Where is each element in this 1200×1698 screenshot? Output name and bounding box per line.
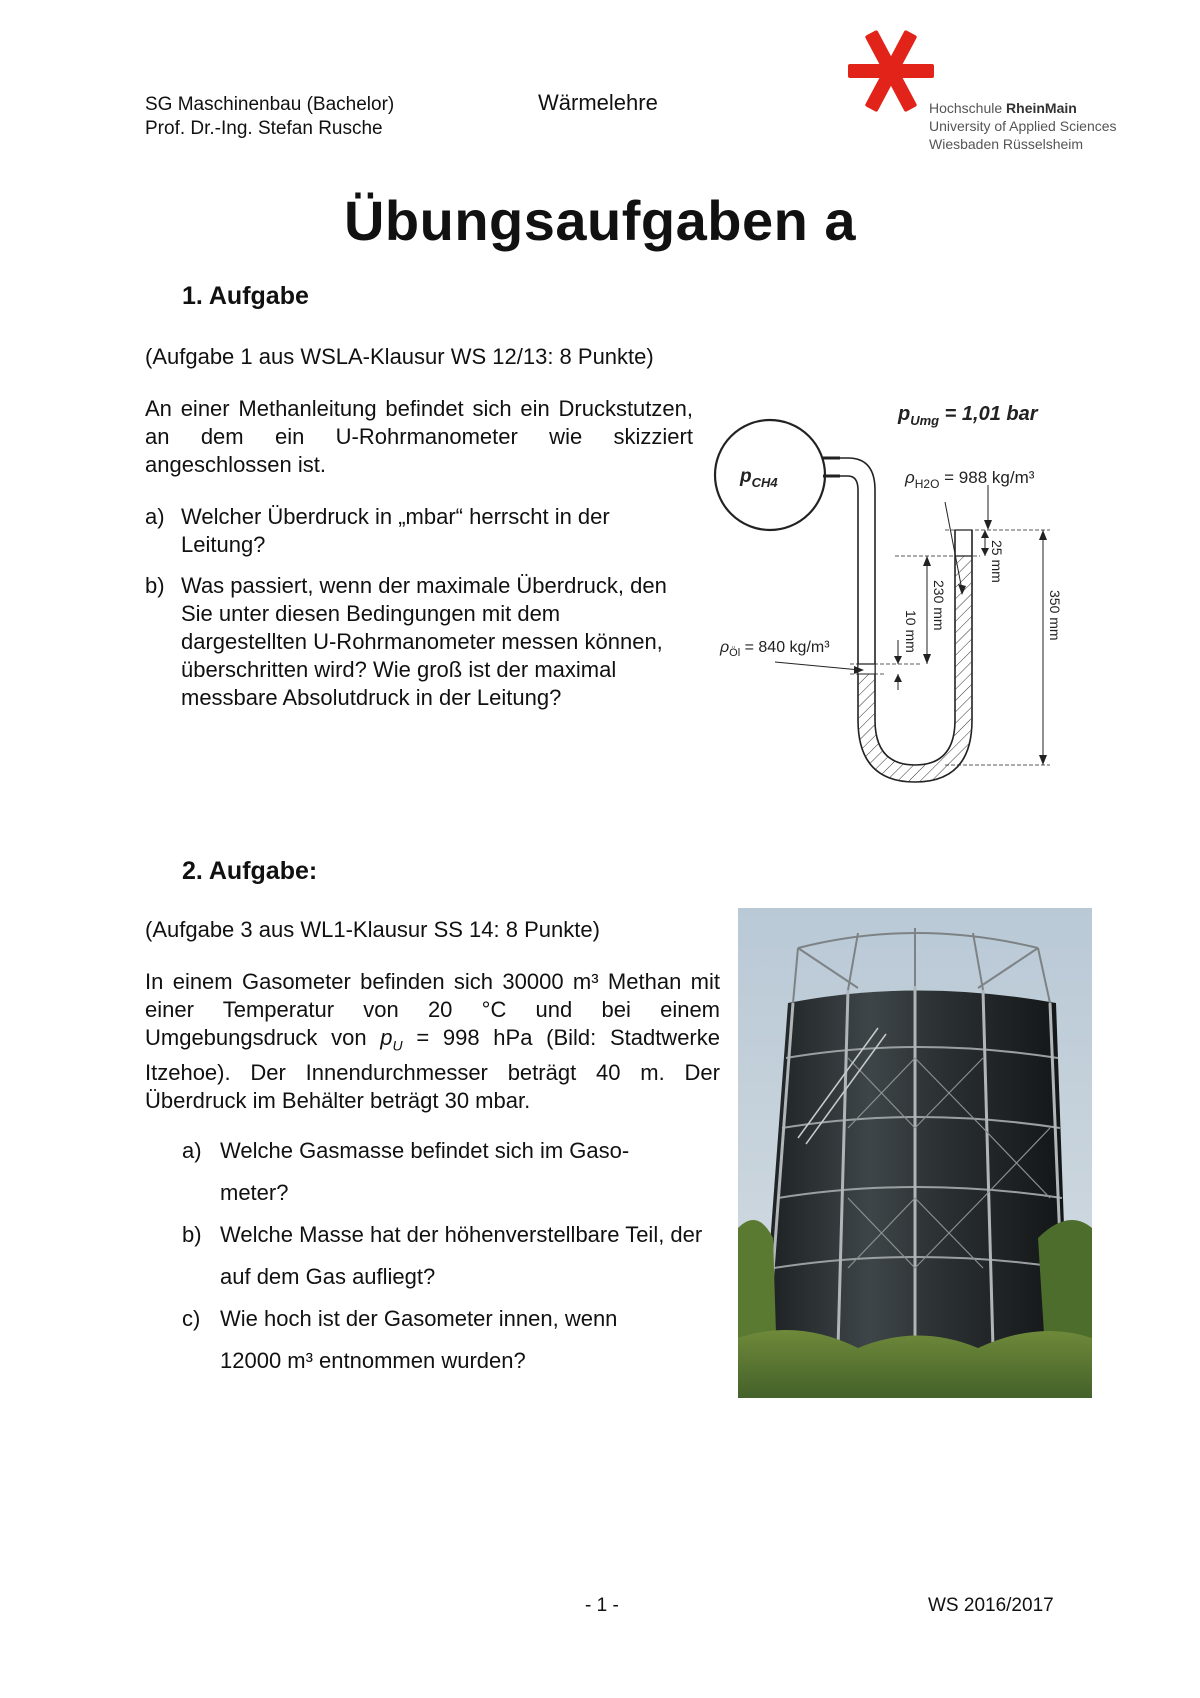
dim-350-label: 350 mm	[1047, 590, 1063, 641]
logo-line3: Wiesbaden Rüsselsheim	[929, 136, 1084, 152]
question-text: Welche Gasmasse befindet sich im Gaso-meter?	[220, 1138, 630, 1205]
intro-part2: = 998 hPa (Bild: Stadtwerke Itzehoe). Der Innendurchmesser beträgt 40 m. Der Überdruck im Behälter beträgt 30 mbar.	[145, 1025, 720, 1114]
task2-intro	[145, 968, 720, 1115]
question-text: Welche Masse hat der höhenverstellbare Teil, der auf dem Gas aufliegt?	[220, 1222, 703, 1289]
page-title: Übungsaufgaben a	[343, 189, 857, 252]
gasometer-illustration	[738, 908, 1092, 1398]
task1-heading: 1. Aufgabe	[182, 282, 309, 310]
question-label: a)	[182, 1138, 202, 1163]
logo-line1-plain: Hochschule	[929, 100, 1007, 116]
gasometer-photo	[738, 908, 1092, 1398]
question-label: b)	[182, 1222, 202, 1247]
task1-source: (Aufgabe 1 aus WSLA-Klausur WS 12/13: 8 Punkte)	[145, 344, 654, 369]
logo-asterisk-icon	[840, 30, 940, 125]
intro-subscript: U	[392, 1037, 403, 1054]
page-number: - 1 -	[585, 1595, 619, 1616]
university-logo	[840, 30, 940, 125]
u-tube-manometer-diagram	[700, 390, 1080, 790]
question-text: Was passiert, wenn der maximale Überdruck, den Sie unter diesen Bedingungen mit dem dargestellten U-Rohrmanometer messen können, überschritten wird? Wie groß ist der maximal messbare Absolutdruck in der Leitung?	[181, 573, 667, 710]
professor-name: Prof. Dr.-Ing. Stefan Rusche	[145, 118, 383, 139]
intro-symbol: p	[380, 1025, 393, 1050]
question-label: a)	[145, 504, 165, 529]
question-text: Welcher Überdruck in „mbar“ herrscht in der Leitung?	[181, 504, 610, 557]
task2-source: (Aufgabe 3 aus WL1-Klausur SS 14: 8 Punkte)	[145, 917, 600, 942]
rho-oel-label: $\rho_{Öl} = 840$ kg/m³	[720, 639, 830, 659]
dim-25-label: 25 mm	[989, 540, 1005, 583]
question-label: c)	[182, 1306, 201, 1331]
task2-heading: 2. Aufgabe:	[182, 857, 318, 885]
program-name: SG Maschinenbau (Bachelor)	[145, 94, 395, 115]
logo-text	[929, 99, 1117, 153]
dim-10-label: 10 mm	[903, 610, 919, 653]
task1-intro: An einer Methanleitung befindet sich ein Druckstutzen, an dem ein U-Rohrmanometer wie skizziert angeschlossen ist.	[145, 396, 693, 477]
rho-h2o-label: $\rho_{H2O} = 988$ kg/m³	[905, 468, 1035, 491]
subject-title: Wärmelehre	[538, 90, 658, 115]
logo-line2: University of Applied Sciences	[929, 118, 1117, 134]
p-ch4-label: $p_{CH4}$	[740, 466, 778, 490]
semester-label: WS 2016/2017	[928, 1595, 1054, 1616]
question-text: Wie hoch ist der Gasometer innen, wenn 12000 m³ entnommen wurden?	[220, 1306, 618, 1373]
p-umg-label: $p_{Umg} = 1,01$ bar	[898, 403, 1038, 428]
logo-line1-bold: RheinMain	[1006, 100, 1077, 116]
manometer-sketch	[700, 390, 1080, 790]
question-label: b)	[145, 573, 165, 598]
dim-230-label: 230 mm	[931, 580, 947, 631]
intro-part1: In einem Gasometer befinden sich 30000 m³ Methan mit einer Temperatur von 20 °C und bei einem Umgebungsdruck von	[145, 969, 720, 1050]
